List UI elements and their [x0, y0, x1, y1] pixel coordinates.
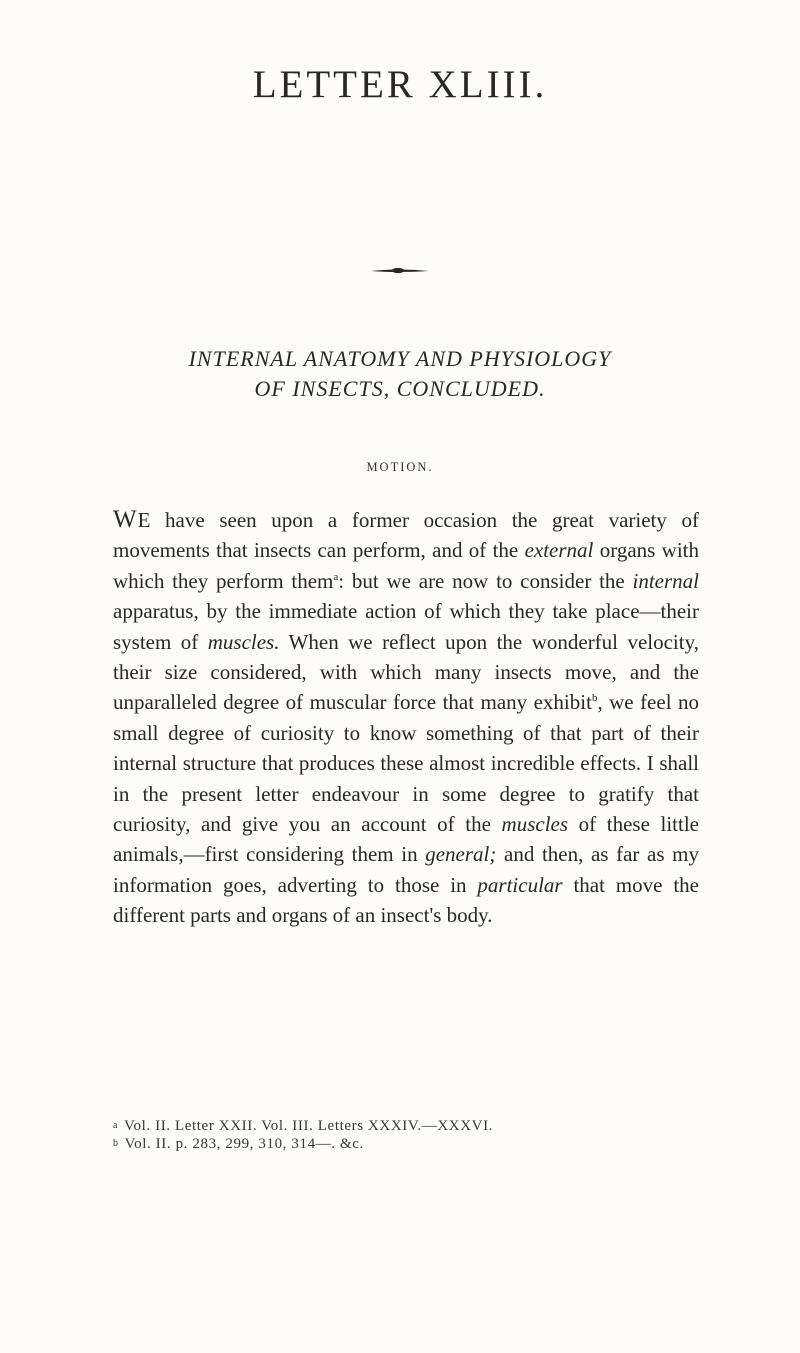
- footnote-text: Vol. II. p. 283, 299, 310, 314—. &c.: [124, 1136, 364, 1152]
- emphasis-general: general;: [425, 842, 497, 867]
- footnote-mark: b: [113, 1138, 119, 1149]
- ornament-rule: [371, 266, 429, 276]
- drop-cap: W: [113, 506, 138, 533]
- footnote-text: Vol. II. Letter XXII. Vol. III. Letters XXXIV.—XXXVI.: [124, 1118, 494, 1134]
- subtitle-line-2: OF INSECTS, CONCLUDED.: [254, 376, 546, 401]
- footnote-a: [113, 1117, 713, 1135]
- text-run: apparatus, by the immediate action of which they take place—their system of: [113, 599, 699, 654]
- text-run: : but we are now to consider the: [338, 568, 633, 593]
- text-run: organs with which they perform them: [113, 538, 699, 593]
- text-run: , we feel no small degree of curiosity to know something of that part of their internal structure that produces these almost incredible effects. I shall in the present letter endeavour in some degree to gratify that curiosity, and give you an account of the: [113, 690, 699, 837]
- text-run: that move the different parts and organs of an insect's body.: [113, 872, 699, 928]
- emphasis-muscles: muscles.: [207, 629, 280, 654]
- footnotes: [113, 1117, 713, 1153]
- subtitle-line-1: INTERNAL ANATOMY AND PHYSIOLOGY: [188, 346, 612, 371]
- text-run: When we reflect upon the wonderful velocity, their size considered, with which many insects move, and the unparalleled degree of muscular force that many exhibit: [113, 629, 699, 715]
- text-run: E have seen upon a former occasion the great variety of movements that insects can perform, and of the: [113, 508, 699, 563]
- text-run: and then, as far as my information goes, adverting to those in: [113, 842, 699, 897]
- chapter-title: LETTER XLIII.: [252, 63, 548, 106]
- section-heading: MOTION.: [366, 460, 434, 474]
- emphasis-external: external: [524, 538, 594, 563]
- text-run: of these little animals,—first considering them in: [113, 812, 700, 867]
- emphasis-particular: particular: [477, 872, 563, 897]
- emphasis-muscles-2: muscles: [501, 812, 569, 837]
- footnote-ref-b[interactable]: b: [591, 692, 598, 705]
- emphasis-internal: internal: [632, 568, 699, 593]
- footnote-ref-a[interactable]: a: [333, 570, 339, 583]
- footnote-mark: a: [113, 1120, 119, 1131]
- body-paragraph: [113, 505, 699, 931]
- footnote-b: [113, 1135, 713, 1153]
